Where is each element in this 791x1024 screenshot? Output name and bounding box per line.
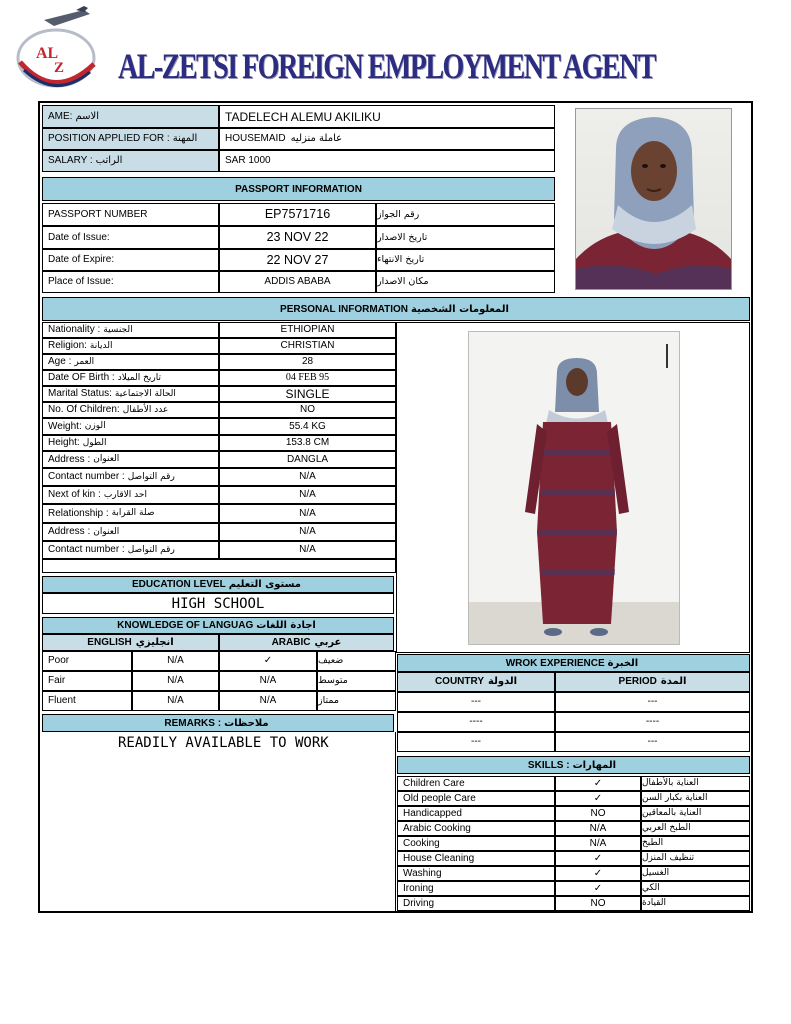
arabic-column-header: ARABIC عربي	[219, 634, 394, 651]
issue-date-label: Date of Issue:	[42, 226, 219, 249]
personal-info-label-ar: الوزن	[84, 421, 106, 431]
remarks-value: READILY AVAILABLE TO WORK	[118, 735, 329, 751]
personal-info-label-ar: العنوان	[93, 454, 120, 464]
personal-info-label-en: Marital Status:	[48, 388, 112, 399]
issue-date-label-ar: تاريخ الاصدار	[376, 226, 555, 249]
skills-section-header: SKILLS : المهارات	[397, 756, 750, 774]
skill-name: Arabic Cooking	[397, 821, 555, 836]
full-body-photo	[468, 331, 680, 645]
expiry-date-label-ar: تاريخ الانتهاء	[376, 249, 555, 271]
personal-info-value: N/A	[219, 468, 396, 486]
personal-info-value: N/A	[219, 486, 396, 504]
personal-info-label	[42, 523, 219, 541]
skill-value: N/A	[555, 836, 641, 851]
experience-country: ---	[397, 732, 555, 752]
skill-name-ar: العناية بالمعاقين	[641, 806, 750, 821]
expiry-date-value: 22 NOV 27	[219, 249, 376, 271]
english-level-value: N/A	[132, 691, 219, 711]
position-value: HOUSEMAID عاملة منزليه	[219, 128, 555, 150]
issue-date-value: 23 NOV 22	[219, 226, 376, 249]
experience-period: ----	[555, 712, 750, 732]
skill-name-ar: العناية بالأطفال	[641, 776, 750, 791]
skill-name: Cooking	[397, 836, 555, 851]
personal-info-value: 28	[219, 354, 396, 370]
language-level-label: Fair	[42, 671, 132, 691]
skill-name-ar: الطبخ العربي	[641, 821, 750, 836]
name-label: AME: الاسم	[42, 105, 219, 128]
personal-info-label	[42, 486, 219, 504]
personal-info-label-en: Height:	[48, 437, 80, 448]
skill-name-ar: القيادة	[641, 896, 750, 911]
personal-info-label-en: Contact number :	[48, 471, 125, 482]
skill-value: ✓	[555, 866, 641, 881]
passport-number-value: EP7571716	[219, 203, 376, 226]
personal-info-label-en: Weight:	[48, 420, 82, 432]
skill-name: Children Care	[397, 776, 555, 791]
personal-info-label	[42, 370, 219, 386]
education-section-header: EDUCATION LEVEL مستوى التعليم	[42, 576, 394, 593]
personal-info-label	[42, 354, 219, 370]
salary-value: SAR 1000	[219, 150, 555, 172]
personal-info-label	[42, 468, 219, 486]
skill-value: NO	[555, 896, 641, 911]
arabic-level-value: ✓	[219, 651, 317, 671]
skill-name-ar: العناية بكبار السن	[641, 791, 750, 806]
personal-info-label-ar: العمر	[74, 356, 95, 367]
place-of-issue-label: Place of Issue:	[42, 271, 219, 293]
personal-info-label	[42, 322, 219, 338]
period-column-header: PERIOD المدة	[555, 672, 750, 692]
skill-value: NO	[555, 806, 641, 821]
personal-info-label	[42, 418, 219, 435]
personal-info-label	[42, 402, 219, 418]
english-column-header: ENGLISH انجليزي	[42, 634, 219, 651]
personal-info-label-en: Nationality :	[48, 324, 101, 335]
svg-text:Z: Z	[54, 60, 65, 76]
personal-info-label-en: Contact number :	[48, 544, 125, 555]
personal-info-label	[42, 338, 219, 354]
personal-info-label-en: Address :	[48, 453, 91, 465]
english-level-value: N/A	[132, 671, 219, 691]
country-column-header: COUNTRY الدولة	[397, 672, 555, 692]
personal-info-label-en: Date OF Birth :	[48, 372, 115, 383]
personal-info-value: N/A	[219, 541, 396, 559]
logo-text-al: AL	[36, 45, 59, 62]
skill-name: Ironing	[397, 881, 555, 896]
company-logo	[14, 6, 100, 90]
experience-period: ---	[555, 732, 750, 752]
personal-info-label-en: Next of kin :	[48, 489, 101, 500]
portrait-illustration	[576, 109, 731, 289]
personal-info-label-ar: الجنسية	[103, 324, 133, 335]
company-name: AL-ZETSI FOREIGN EMPLOYMENT AGENT	[118, 46, 655, 86]
personal-info-value: N/A	[219, 504, 396, 523]
personal-info-label-ar: عدد الأطفال	[122, 404, 169, 415]
personal-info-label-en: Religion:	[48, 340, 87, 351]
personal-info-value: DANGLA	[219, 451, 396, 468]
personal-info-value: CHRISTIAN	[219, 338, 396, 354]
name-value: TADELECH ALEMU AKILIKU	[219, 105, 555, 128]
remarks-section-header: REMARKS : ملاحظات	[42, 714, 394, 732]
skill-name-ar: الطبخ	[641, 836, 750, 851]
personal-info-label-ar: الحالة الاجتماعية	[114, 388, 176, 399]
experience-country: ---	[397, 692, 555, 712]
personal-info-value: SINGLE	[219, 386, 396, 402]
skill-name: House Cleaning	[397, 851, 555, 866]
language-level-label-ar: متوسط	[317, 671, 396, 691]
personal-info-label	[42, 435, 219, 451]
language-level-label-ar: ضعيف	[317, 651, 396, 671]
personal-info-label	[42, 451, 219, 468]
personal-info-label-ar: رقم التواصل	[127, 544, 175, 555]
personal-info-value: NO	[219, 402, 396, 418]
position-label: POSITION APPLIED FOR : المهنة	[42, 128, 219, 150]
skill-name: Washing	[397, 866, 555, 881]
personal-info-value: 153.8 CM	[219, 435, 396, 451]
personal-info-label-ar: العنوان	[93, 526, 120, 537]
skill-value: N/A	[555, 821, 641, 836]
skill-name-ar: الكي	[641, 881, 750, 896]
skill-value: ✓	[555, 791, 641, 806]
personal-info-label-ar: احد الاقارب	[103, 489, 147, 500]
place-of-issue-value: ADDIS ABABA	[219, 271, 376, 293]
english-level-value: N/A	[132, 651, 219, 671]
passport-number-label-ar: رقم الجواز	[376, 203, 555, 226]
experience-section-header: WROK EXPERIENCE الخبرة	[397, 654, 750, 672]
skill-name: Driving	[397, 896, 555, 911]
personal-info-label-ar: الطول	[82, 437, 107, 448]
experience-period: ---	[555, 692, 750, 712]
personal-info-label	[42, 541, 219, 559]
skill-name: Handicapped	[397, 806, 555, 821]
personal-info-value: 04 FEB 95	[219, 370, 396, 386]
passport-section-header: PASSPORT INFORMATION	[42, 177, 555, 201]
personal-info-label-ar: صلة القرابة	[111, 508, 155, 518]
language-level-label: Poor	[42, 651, 132, 671]
personal-info-empty-row	[42, 559, 396, 573]
personal-info-label-ar: رقم التواصل	[127, 471, 175, 482]
personal-info-label-ar: تاريخ الميلاد	[117, 372, 161, 383]
personal-info-label	[42, 386, 219, 402]
salary-label: SALARY : الراتب	[42, 150, 219, 172]
personal-info-value: 55.4 KG	[219, 418, 396, 435]
portrait-photo	[575, 108, 732, 290]
personal-info-value: N/A	[219, 523, 396, 541]
full-body-illustration	[469, 332, 679, 644]
skill-value: ✓	[555, 776, 641, 791]
skill-value: ✓	[555, 881, 641, 896]
personal-section-header: PERSONAL INFORMATION المعلومات الشخصية	[42, 297, 750, 321]
personal-info-value: ETHIOPIAN	[219, 322, 396, 338]
skill-name-ar: الغسيل	[641, 866, 750, 881]
language-level-label: Fluent	[42, 691, 132, 711]
personal-info-label	[42, 504, 219, 523]
language-level-label-ar: ممتاز	[317, 691, 396, 711]
expiry-date-label: Date of Expire:	[42, 249, 219, 271]
personal-info-label-en: Age :	[48, 356, 72, 367]
passport-number-label: PASSPORT NUMBER	[42, 203, 219, 226]
arabic-level-value: N/A	[219, 691, 317, 711]
logo-graphic	[14, 6, 100, 90]
languages-section-header: KNOWLEDGE OF LANGUAG اجادة اللغات	[42, 617, 394, 634]
education-value: HIGH SCHOOL	[42, 593, 394, 614]
personal-info-label-en: No. Of Children:	[48, 404, 120, 415]
experience-country: ----	[397, 712, 555, 732]
place-of-issue-label-ar: مكان الاصدار	[376, 271, 555, 293]
skill-name-ar: تنظيف المنزل	[641, 851, 750, 866]
personal-info-label-ar: الديانة	[89, 340, 113, 351]
personal-info-label-en: Relationship :	[48, 507, 109, 519]
arabic-level-value: N/A	[219, 671, 317, 691]
skill-value: ✓	[555, 851, 641, 866]
skill-name: Old people Care	[397, 791, 555, 806]
personal-info-label-en: Address :	[48, 526, 91, 537]
remarks-box	[40, 732, 396, 912]
